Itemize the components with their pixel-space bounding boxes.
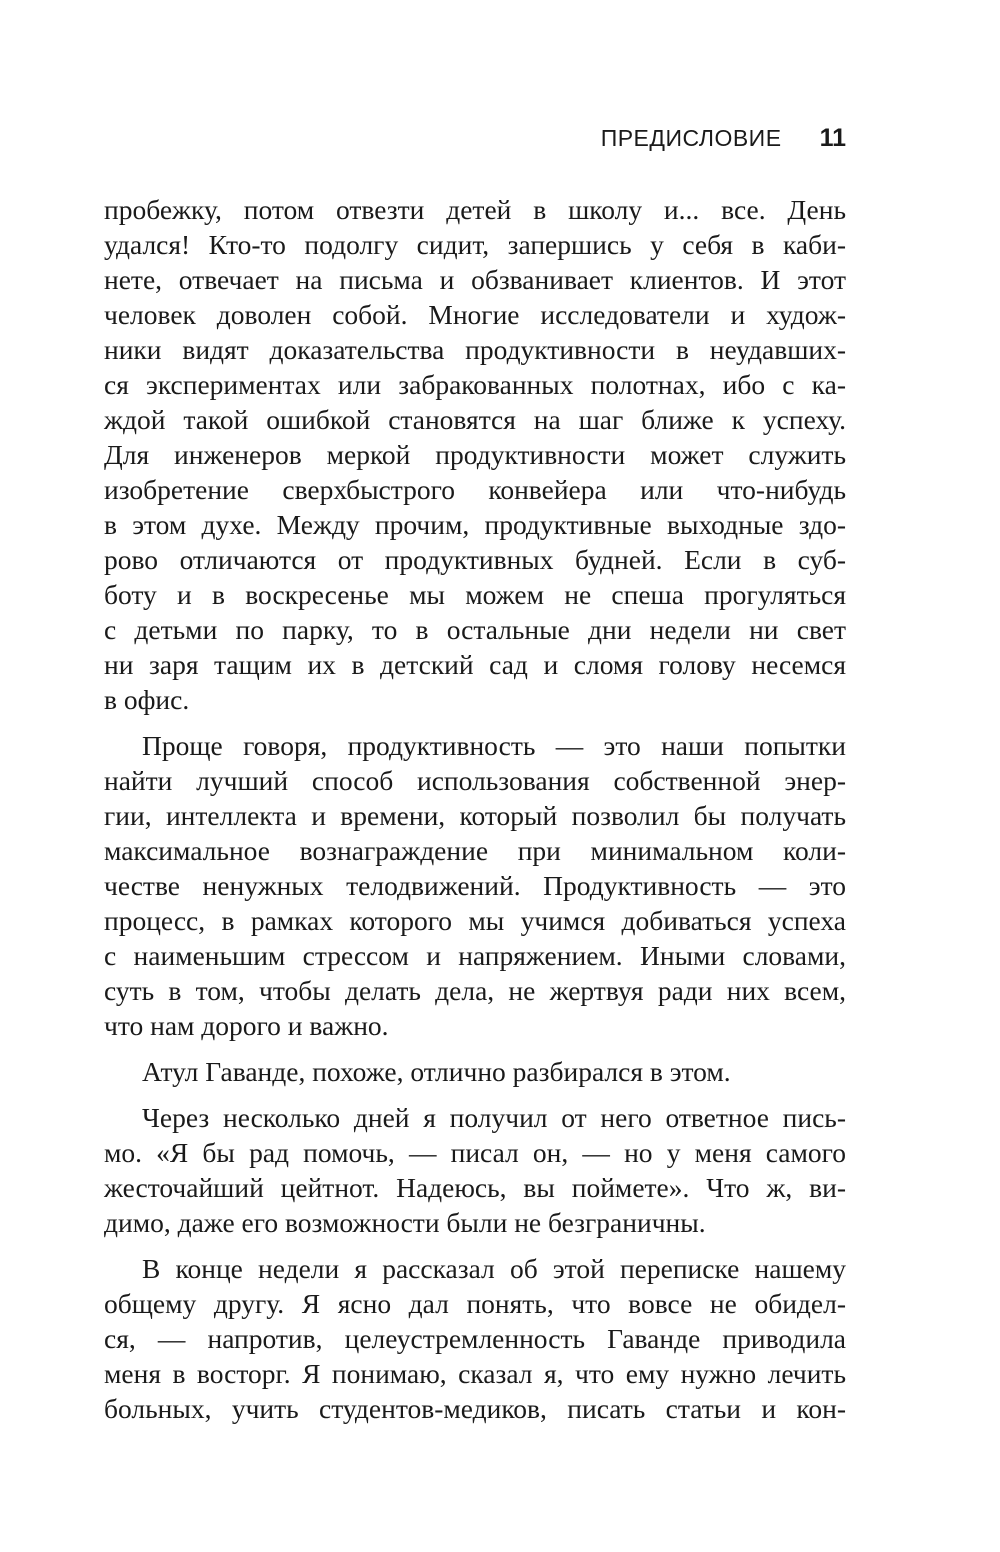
section-title: ПРЕДИСЛОВИЕ — [600, 125, 782, 151]
text-line: меня в восторг. Я понимаю, сказал я, что ему нужно лечить — [104, 1358, 846, 1389]
text-line: найти лучший способ использования собственной энер- — [104, 765, 846, 796]
text-line: ся экспериментах или забракованных полотнах, ибо с ка- — [104, 369, 846, 400]
text-line: ждой такой ошибкой становятся на шаг ближе к успеху. — [104, 404, 846, 435]
running-head — [601, 124, 846, 153]
text-line: нете, отвечает на письма и обзванивает клиентов. И этот — [104, 264, 846, 295]
text-line: больных, учить студентов-медиков, писать статьи и кон- — [104, 1393, 846, 1424]
page-number: 11 — [819, 124, 846, 152]
text-line: изобретение сверхбыстрого конвейера или что-нибудь — [104, 474, 846, 505]
text-line: мо. «Я бы рад помочь, — писал он, — но у меня самого — [104, 1137, 846, 1168]
text-line: Через несколько дней я получил от него ответное пись- — [142, 1102, 846, 1133]
paragraph — [104, 728, 846, 1043]
text-line: в офис. — [104, 684, 190, 715]
text-line: рово отличаются от продуктивных будней. Если в суб- — [104, 544, 846, 575]
text-line: суть в том, чтобы делать дела, не жертвуя ради них всем, — [104, 975, 846, 1006]
text-line: общему другу. Я ясно дал понять, что вовсе не обидел- — [104, 1288, 846, 1319]
text-line: ники видят доказательства продуктивности в неудавших- — [104, 334, 846, 365]
text-line: боту и в воскресенье мы можем не спеша прогуляться — [104, 579, 846, 610]
paragraph — [104, 1054, 846, 1089]
text-line: с детьми по парку, то в остальные дни недели ни свет — [104, 614, 846, 645]
paragraph — [104, 1100, 846, 1240]
text-line: димо, даже его возможности были не безграничны. — [104, 1207, 706, 1238]
text-line: Атул Гаванде, похоже, отлично разбирался в этом. — [142, 1056, 731, 1087]
text-line: человек доволен собой. Многие исследователи и худож- — [104, 299, 846, 330]
text-line: максимальное вознаграждение при минимальном коли- — [104, 835, 846, 866]
text-line: пробежку, потом отвезти детей в школу и... все. День — [104, 194, 846, 225]
text-line: ни заря тащим их в детский сад и сломя голову несемся — [104, 649, 846, 680]
text-line: гии, интеллекта и времени, который позволил бы получать — [104, 800, 846, 831]
text-line: удался! Кто-то подолгу сидит, запершись у себя в каби- — [104, 229, 846, 260]
text-line: Для инженеров меркой продуктивности может служить — [104, 439, 846, 470]
text-line: в этом духе. Между прочим, продуктивные выходные здо- — [104, 509, 846, 540]
text-line: Проще говоря, продуктивность — это наши попытки — [142, 730, 846, 761]
text-line: В конце недели я рассказал об этой переписке нашему — [142, 1253, 846, 1284]
text-line: честве ненужных телодвижений. Продуктивность — это — [104, 870, 846, 901]
paragraph — [104, 1251, 846, 1426]
text-line: процесс, в рамках которого мы учимся добиваться успеха — [104, 905, 846, 936]
text-line: жесточайший цейтнот. Надеюсь, вы поймете». Что ж, ви- — [104, 1172, 846, 1203]
text-line: что нам дорого и важно. — [104, 1010, 389, 1041]
text-line: ся, — напротив, целеустремленность Гаванде приводила — [104, 1323, 846, 1354]
text-line: с наименьшим стрессом и напряжением. Иными словами, — [104, 940, 846, 971]
body-text — [104, 192, 846, 1426]
paragraph — [104, 192, 846, 717]
